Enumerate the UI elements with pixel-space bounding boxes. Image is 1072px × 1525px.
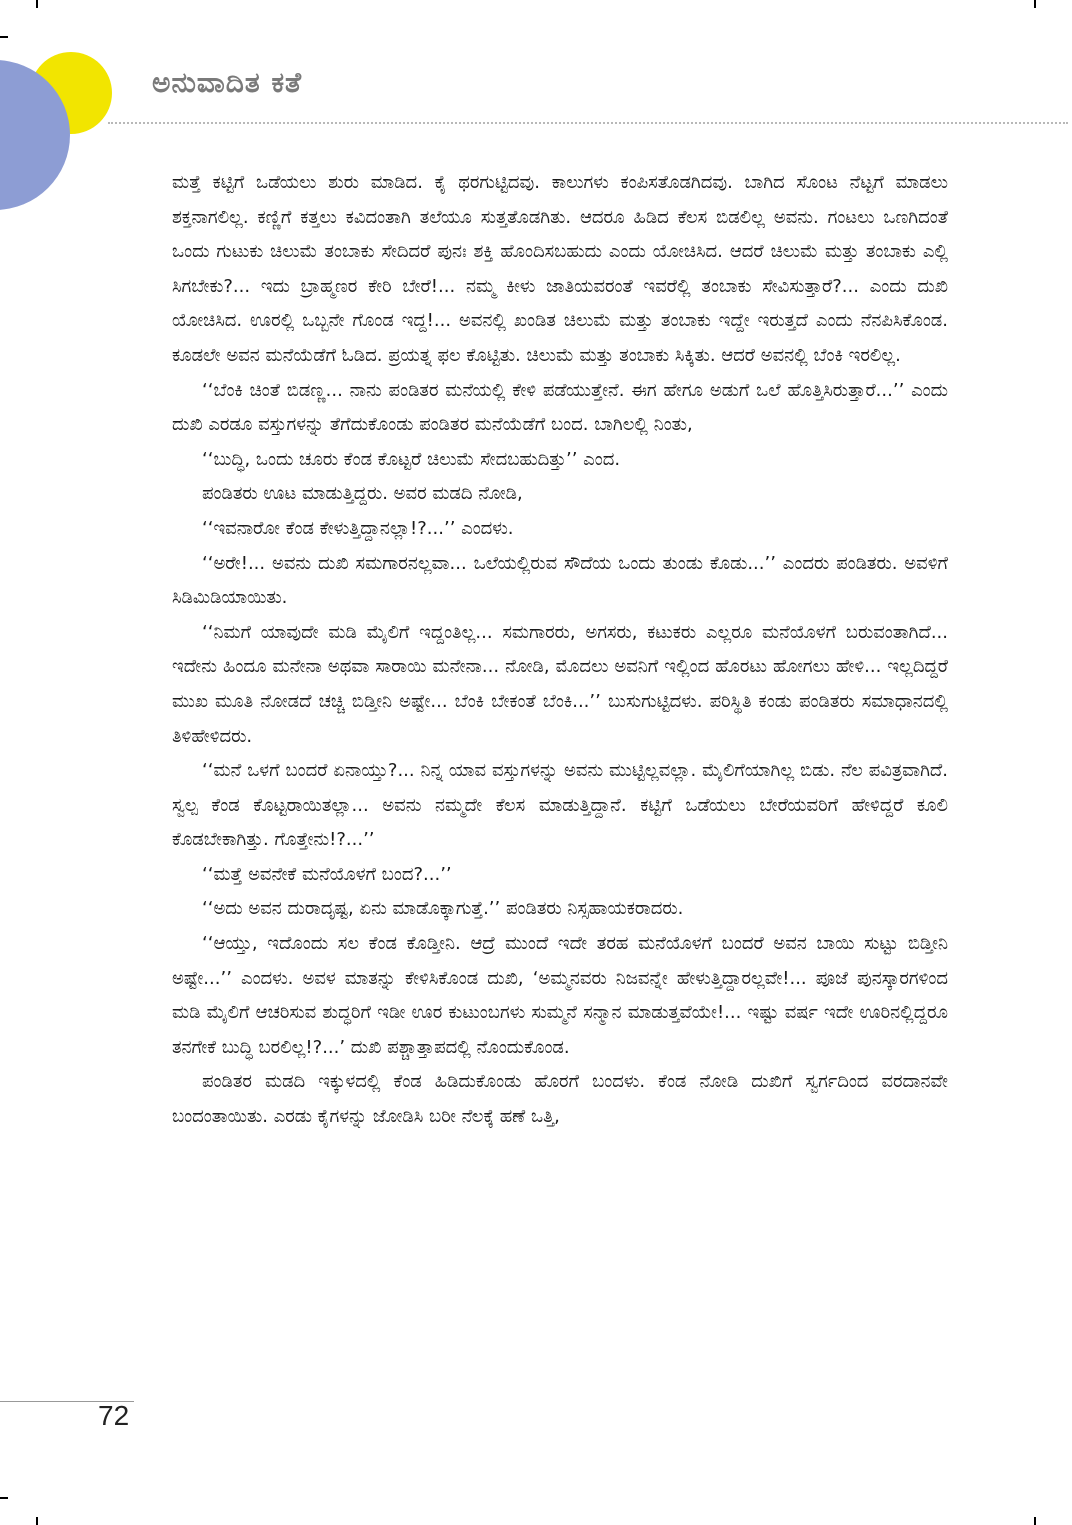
crop-mark-bottom-right <box>1034 1517 1036 1525</box>
paragraph: ‘‘ಇವನಾರೋ ಕೆಂಡ ಕೇಳುತ್ತಿದ್ದಾನಲ್ಲಾ!?...’’ ಎಂದಳು. <box>202 517 514 539</box>
paragraph: ಮತ್ತೆ ಕಟ್ಟಿಗೆ ಒಡೆಯಲು ಶುರು ಮಾಡಿದ. ಕೈ ಥರಗುಟ್ಟಿದವು. ಕಾಲುಗಳು ಕಂಪಿಸತೊಡಗಿದವು. ಬಾಗಿದ ಸೊಂಟ ನೆಟ್ಟಗೆ ಮಾಡಲು ಶಕ್ತನಾಗಲಿಲ್ಲ. ಕಣ್ಣಿಗೆ ಕತ್ತಲು ಕವಿದಂತಾಗಿ ತಲೆಯೂ ಸುತ್ತತೊಡಗಿತು. ಆದರೂ ಹಿಡಿದ ಕೆಲಸ ಬಿಡಲಿಲ್ಲ ಅವನು. ಗಂಟಲು ಒಣಗಿದಂತೆ ಒಂದು ಗುಟುಕು ಚಿಲುಮೆ ತಂಬಾಕು ಸೇದಿದರೆ ಪುನಃ ಶಕ್ತಿ ಹೊಂದಿಸಬಹುದು ಎಂದು ಯೋಚಿಸಿದ. ಆದರೆ ಚಿಲುಮೆ ಮತ್ತು ತಂಬಾಕು ಎಲ್ಲಿ ಸಿಗಬೇಕು?... ಇದು ಬ್ರಾಹ್ಮಣರ ಕೇರಿ ಬೇರೆ!... ನಮ್ಮ ಕೀಳು ಜಾತಿಯವರಂತೆ ಇವರೆಲ್ಲಿ ತಂಬಾಕು ಸೇವಿಸುತ್ತಾರೆ?... ಎಂದು ದುಖಿ ಯೋಚಿಸಿದ. ಊರಲ್ಲಿ ಒಬ್ಬನೇ ಗೊಂಡ ಇದ್ದ!... ಅವನಲ್ಲಿ ಖಂಡಿತ ಚಿಲುಮೆ ಮತ್ತು ತಂಬಾಕು ಇದ್ದೇ ಇರುತ್ತದೆ ಎಂದು ನೆನಪಿಸಿಕೊಂಡ. ಕೂಡಲೇ ಅವನ ಮನೆಯೆಡೆಗೆ ಓಡಿದ. ಪ್ರಯತ್ನ ಫಲ ಕೊಟ್ಟಿತು. ಚಿಲುಮೆ ಮತ್ತು ತಂಬಾಕು ಸಿಕ್ಕಿತು. ಆದರೆ ಅವನಲ್ಲಿ ಬೆಂಕಿ ಇರಲಿಲ್ಲ. <box>172 172 948 366</box>
crop-mark-bottom-left <box>36 1517 38 1525</box>
paragraph: ‘‘ಅರೇ!... ಅವನು ದುಖಿ ಸಮಗಾರನಲ್ಲವಾ... ಒಲೆಯಲ್ಲಿರುವ ಸೌದೆಯ ಒಂದು ತುಂಡು ಕೊಡು...’’ ಎಂದರು ಪಂಡಿತರು. ಅವಳಿಗೆ ಸಿಡಿಮಿಡಿಯಾಯಿತು. <box>172 552 948 609</box>
paragraph: ‘‘ಮನೆ ಒಳಗೆ ಬಂದರೆ ಏನಾಯ್ತು?... ನಿನ್ನ ಯಾವ ವಸ್ತುಗಳನ್ನು ಅವನು ಮುಟ್ಟಿಲ್ಲವಲ್ಲಾ. ಮೈಲಿಗೆಯಾಗಿಲ್ಲ ಬಿಡು. ನೆಲ ಪವಿತ್ರವಾಗಿದೆ. ಸ್ವಲ್ಪ ಕೆಂಡ ಕೊಟ್ಟರಾಯಿತಲ್ಲಾ... ಅವನು ನಮ್ಮದೇ ಕೆಲಸ ಮಾಡುತ್ತಿದ್ದಾನೆ. ಕಟ್ಟಿಗೆ ಒಡೆಯಲು ಬೇರೆಯವರಿಗೆ ಹೇಳಿದ್ದರೆ ಕೂಲಿ ಕೊಡಬೇಕಾಗಿತ್ತು. ಗೊತ್ತೇನು!?...’’ <box>172 760 948 851</box>
paragraph: ಪಂಡಿತರು ಊಟ ಮಾಡುತ್ತಿದ್ದರು. ಅವರ ಮಡದಿ ನೋಡಿ, <box>202 483 523 505</box>
paragraph: ‘‘ಮತ್ತೆ ಅವನೇಕೆ ಮನೆಯೊಳಗೆ ಬಂದ?...’’ <box>202 863 452 885</box>
paragraph: ಪಂಡಿತರ ಮಡದಿ ಇಕ್ಕುಳದಲ್ಲಿ ಕೆಂಡ ಹಿಡಿದುಕೊಂಡು ಹೊರಗೆ ಬಂದಳು. ಕೆಂಡ ನೋಡಿ ದುಖಿಗೆ ಸ್ವರ್ಗದಿಂದ ವರದಾನವೇ ಬಂದಂತಾಯಿತು. ಎರಡು ಕೈಗಳನ್ನು ಜೋಡಿಸಿ ಬರೀ ನೆಲಕ್ಕೆ ಹಣೆ ಒತ್ತಿ, <box>172 1071 948 1128</box>
story-body <box>172 166 948 1135</box>
paragraph: ‘‘ನಿಮಗೆ ಯಾವುದೇ ಮಡಿ ಮೈಲಿಗೆ ಇದ್ದಂತಿಲ್ಲ... ಸಮಗಾರರು, ಅಗಸರು, ಕಟುಕರು ಎಲ್ಲರೂ ಮನೆಯೊಳಗೆ ಬರುವಂತಾಗಿದೆ... ಇದೇನು ಹಿಂದೂ ಮನೇನಾ ಅಥವಾ ಸಾರಾಯಿ ಮನೇನಾ... ನೋಡಿ, ಮೊದಲು ಅವನಿಗೆ ಇಲ್ಲಿಂದ ಹೊರಟು ಹೋಗಲು ಹೇಳಿ... ಇಲ್ಲದಿದ್ದರೆ ಮುಖ ಮೂತಿ ನೋಡದೆ ಚಚ್ಚಿ ಬಿಡ್ತೀನಿ ಅಷ್ಟೇ... ಬೆಂಕಿ ಬೇಕಂತೆ ಬೆಂಕಿ...’’ ಬುಸುಗುಟ್ಟಿದಳು. ಪರಿಸ್ಥಿತಿ ಕಂಡು ಪಂಡಿತರು ಸಮಾಧಾನದಲ್ಲಿ ತಿಳಿಹೇಳಿದರು. <box>172 621 948 747</box>
paragraph: ‘‘ಬೆಂಕಿ ಚಿಂತೆ ಬಿಡಣ್ಣ... ನಾನು ಪಂಡಿತರ ಮನೆಯಲ್ಲಿ ಕೇಳಿ ಪಡೆಯುತ್ತೇನೆ. ಈಗ ಹೇಗೂ ಅಡುಗೆ ಒಲೆ ಹೊತ್ತಿಸಿರುತ್ತಾರೆ...’’ ಎಂದು ದುಖಿ ಎರಡೂ ವಸ್ತುಗಳನ್ನು ತೆಗೆದುಕೊಂಡು ಪಂಡಿತರ ಮನೆಯೆಡೆಗೆ ಬಂದ. ಬಾಗಿಲಲ್ಲಿ ನಿಂತು, <box>172 379 948 436</box>
crop-mark-left-top <box>0 36 8 38</box>
paragraph: ‘‘ಆಯ್ತು, ಇದೊಂದು ಸಲ ಕೆಂಡ ಕೊಡ್ತೀನಿ. ಆದ್ರೆ ಮುಂದೆ ಇದೇ ತರಹ ಮನೆಯೊಳಗೆ ಬಂದರೆ ಅವನ ಬಾಯಿ ಸುಟ್ಟು ಬಿಡ್ತೀನಿ ಅಷ್ಟೇ...’’ ಎಂದಳು. ಅವಳ ಮಾತನ್ನು ಕೇಳಿಸಿಕೊಂಡ ದುಖಿ, ‘ಅಮ್ಮನವರು ನಿಜವನ್ನೇ ಹೇಳುತ್ತಿದ್ದಾರಲ್ಲವೇ!... ಪೂಜೆ ಪುನಸ್ಕಾರಗಳಿಂದ ಮಡಿ ಮೈಲಿಗೆ ಆಚರಿಸುವ ಶುದ್ಧರಿಗೆ ಇಡೀ ಊರ ಕುಟುಂಬಗಳು ಸುಮ್ಮನೆ ಸನ್ಮಾನ ಮಾಡುತ್ತವೆಯೇ!... ಇಷ್ಟು ವರ್ಷ ಇದೇ ಊರಿನಲ್ಲಿದ್ದರೂ ತನಗೇಕೆ ಬುದ್ಧಿ ಬರಲಿಲ್ಲ!?...’ ದುಖಿ ಪಶ್ಚಾತ್ತಾಪದಲ್ಲಿ ನೊಂದುಕೊಂಡ. <box>172 933 948 1058</box>
crop-mark-left-bottom <box>0 1497 8 1499</box>
paragraph: ‘‘ಅದು ಅವನ ದುರಾದೃಷ್ಟ, ಏನು ಮಾಡೊಕ್ಕಾಗುತ್ತೆ.’’ ಪಂಡಿತರು ನಿಸ್ಸಹಾಯಕರಾದರು. <box>202 898 684 920</box>
section-header-title: ಅನುವಾದಿತ ಕತೆ <box>152 66 303 99</box>
crop-mark-top-right <box>1034 0 1036 8</box>
crop-mark-top-left <box>36 0 38 8</box>
paragraph: ‘‘ಬುದ್ಧಿ, ಒಂದು ಚೂರು ಕೆಂಡ ಕೊಟ್ಟರೆ ಚಿಲುಮೆ ಸೇದಬಹುದಿತ್ತು’’ ಎಂದ. <box>202 448 621 470</box>
header-dotted-rule <box>108 122 1068 124</box>
page-number: 72 <box>98 1400 130 1431</box>
